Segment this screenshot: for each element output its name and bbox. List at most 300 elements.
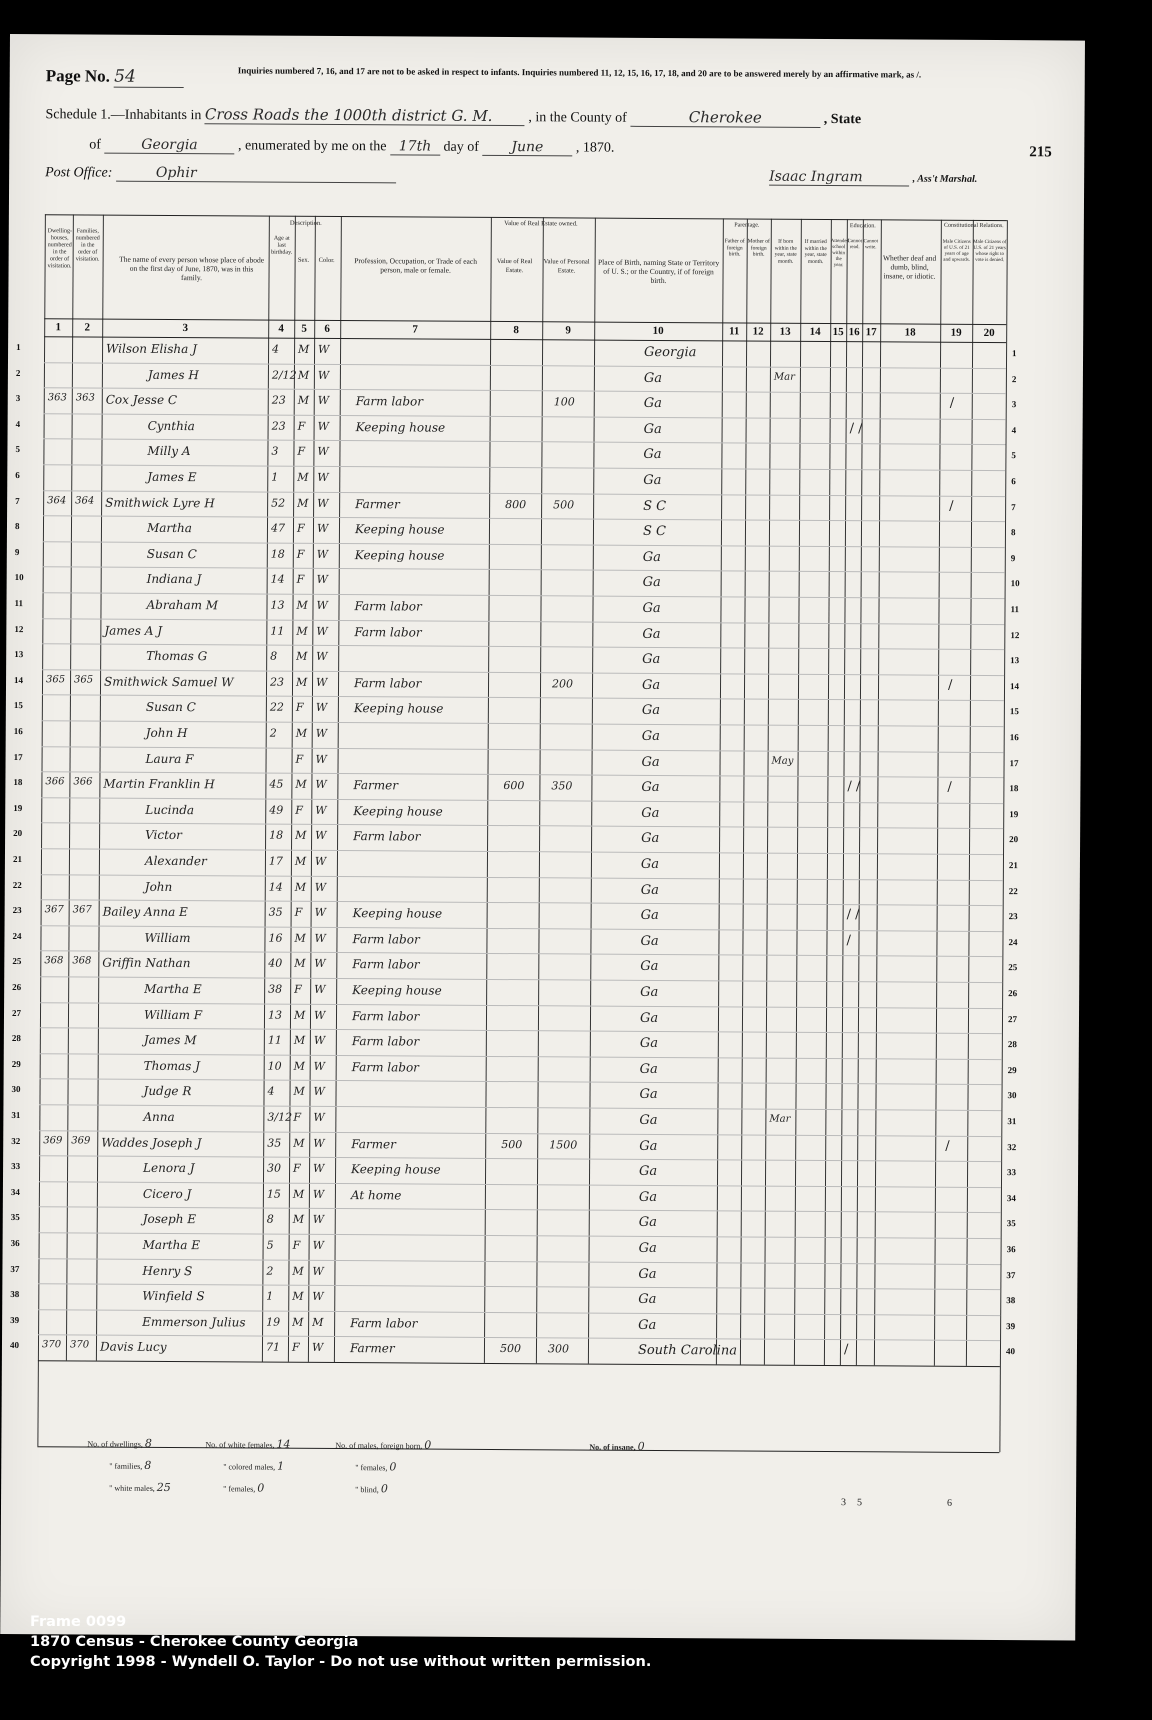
person-age: 71 — [265, 1340, 281, 1355]
caption-copyright: Copyright 1998 - Wyndell O. Taylor - Do not use without written permission. — [30, 1654, 652, 1670]
column-divider — [740, 219, 748, 1365]
person-name: Victor — [145, 828, 182, 843]
census-sheet — [0, 34, 1085, 1641]
person-name: Cox Jesse C — [105, 392, 178, 408]
person-color: W — [312, 1213, 325, 1227]
citizen-mark: / — [949, 498, 954, 514]
row-number-right: 32 — [1007, 1141, 1017, 1152]
row-number-left: 37 — [10, 1263, 20, 1274]
header-school: Attended school within the year. — [830, 239, 850, 269]
person-color: W — [312, 1187, 325, 1201]
row-number-left: 7 — [15, 495, 20, 506]
column-number: 10 — [652, 324, 664, 337]
row-number-left: 32 — [11, 1135, 21, 1146]
real-estate-value: 800 — [505, 497, 527, 511]
row-number-right: 21 — [1008, 860, 1018, 871]
page-number-line — [46, 66, 185, 88]
person-sex: F — [296, 573, 305, 587]
person-sex: F — [297, 445, 306, 459]
person-sex: M — [295, 726, 308, 740]
column-number: 2 — [84, 321, 90, 334]
person-sex: M — [292, 1315, 304, 1329]
row-number-left: 39 — [10, 1314, 20, 1325]
person-age: 13 — [267, 1008, 283, 1022]
column-divider — [484, 217, 492, 1363]
row-number-right: 29 — [1007, 1064, 1017, 1075]
summary-col17-total: 5 — [857, 1497, 863, 1509]
column-number: 3 — [182, 322, 188, 335]
birthplace: Ga — [640, 908, 659, 924]
person-age: 38 — [268, 982, 283, 996]
summary-colored-males-value: 1 — [277, 1459, 285, 1473]
column-divider — [334, 216, 342, 1362]
person-color: W — [314, 982, 326, 996]
real-estate-value: 500 — [501, 1137, 523, 1151]
row-number-right: 34 — [1006, 1192, 1016, 1203]
county-label: , in the County of — [528, 110, 627, 126]
education-marks: / / — [847, 779, 861, 795]
person-age: 11 — [267, 1033, 282, 1047]
person-color: W — [317, 419, 329, 433]
person-name: Martha E — [142, 1237, 201, 1253]
person-color: W — [315, 726, 328, 740]
person-name: Lucinda — [145, 802, 195, 817]
row-number-right: 6 — [1011, 476, 1016, 487]
county-name: Cherokee — [630, 108, 820, 128]
column-number: 7 — [412, 323, 418, 336]
header-cannot-read: Cannot read. — [847, 239, 862, 251]
person-age: 30 — [267, 1161, 282, 1175]
person-name: James H — [147, 367, 199, 382]
birthplace: Ga — [641, 780, 660, 796]
person-color: W — [313, 1034, 326, 1048]
row-number-right: 19 — [1009, 808, 1019, 819]
person-age: 4 — [272, 342, 280, 356]
person-age: 23 — [271, 393, 286, 407]
row-number-right: 28 — [1007, 1039, 1017, 1050]
column-divider — [794, 219, 802, 1365]
row-number-right: 16 — [1009, 732, 1019, 743]
person-age: 52 — [271, 496, 286, 510]
row-number-left: 6 — [15, 470, 20, 481]
summary-blind-label: " blind, — [355, 1485, 379, 1495]
person-name: Cicero J — [142, 1186, 192, 1201]
family-number: 367 — [72, 904, 92, 916]
column-divider — [37, 214, 46, 1446]
birthplace: Ga — [640, 933, 659, 949]
person-sex: M — [297, 368, 310, 382]
person-sex: M — [293, 1059, 306, 1073]
person-name: Wilson Elisha J — [106, 341, 197, 357]
birthplace: Ga — [643, 447, 662, 463]
person-age: 19 — [266, 1315, 281, 1329]
person-name: John H — [145, 725, 188, 741]
person-color: W — [314, 906, 326, 920]
row-number-right: 24 — [1008, 936, 1018, 947]
person-color: W — [316, 624, 328, 638]
person-age: 16 — [268, 931, 283, 945]
row-number-left: 4 — [15, 418, 21, 429]
row-number-left: 22 — [12, 879, 22, 890]
citizen-mark: / — [949, 395, 955, 411]
person-color: W — [317, 445, 329, 459]
column-number: 20 — [983, 326, 995, 340]
born-month: Mar — [769, 1113, 791, 1125]
birthplace: Ga — [640, 959, 659, 975]
person-color: W — [316, 573, 329, 587]
header-personal-estate: Value of Personal Estate. — [543, 258, 590, 275]
column-divider — [588, 218, 596, 1364]
summary-white-males — [109, 1481, 171, 1494]
row-number-right: 39 — [1006, 1320, 1016, 1331]
column-number: 16 — [848, 326, 860, 339]
person-color: W — [315, 803, 327, 817]
summary-insane — [589, 1440, 644, 1453]
birthplace: Ga — [639, 1164, 658, 1180]
person-occupation: Farmer — [353, 778, 399, 793]
of-label: of — [89, 137, 102, 153]
dwelling-number: 370 — [41, 1339, 62, 1351]
column-number: 8 — [513, 324, 519, 337]
person-sex: M — [296, 598, 308, 612]
person-occupation: Farm labor — [351, 1034, 420, 1049]
summary-white-females-label: No. of white females, — [205, 1440, 275, 1450]
person-name: Abraham M — [146, 597, 219, 613]
person-sex: M — [292, 1187, 305, 1201]
column-number: 11 — [728, 325, 740, 338]
person-occupation: Farm labor — [352, 931, 420, 947]
person-occupation: Keeping house — [352, 983, 442, 998]
person-occupation: Keeping house — [355, 419, 446, 435]
summary-col19-total: 6 — [947, 1497, 953, 1509]
citizen-mark: / — [947, 677, 953, 693]
header-father-foreign: Father of foreign birth. — [724, 238, 745, 258]
summary-insane-label: No. of insane, — [589, 1442, 636, 1452]
birthplace: S C — [643, 498, 667, 514]
summary-white-females — [205, 1437, 290, 1451]
summary-dwellings — [87, 1436, 152, 1449]
person-sex: M — [295, 777, 307, 792]
birthplace: Ga — [641, 703, 661, 719]
person-occupation: Farm labor — [351, 1008, 420, 1024]
summary-foreign-born-label: No. of males, foreign born, — [335, 1441, 423, 1451]
summary-females-foreign-value: 0 — [389, 1460, 397, 1474]
person-name: Cynthia — [147, 418, 195, 433]
row-number-right: 20 — [1009, 834, 1019, 845]
education-marks: / / — [846, 907, 860, 923]
family-number: 366 — [73, 776, 93, 788]
birthplace: Ga — [643, 472, 662, 488]
person-age: 1 — [266, 1289, 274, 1303]
person-color: W — [315, 778, 327, 792]
person-name: Lenora J — [143, 1161, 195, 1176]
birthplace: Ga — [642, 652, 661, 668]
row-number-left: 35 — [10, 1212, 20, 1223]
person-age: 14 — [268, 880, 283, 894]
person-name: Joseph E — [142, 1212, 197, 1227]
column-divider — [966, 220, 974, 1366]
birthplace: Ga — [639, 1087, 658, 1103]
person-age: 13 — [270, 598, 285, 612]
birthplace: Ga — [638, 1317, 657, 1333]
birthplace: South Carolina — [637, 1343, 738, 1359]
row-number-left: 40 — [9, 1340, 20, 1351]
person-color: W — [316, 547, 329, 561]
person-color: W — [312, 1264, 324, 1278]
dwelling-number: 364 — [47, 494, 67, 506]
person-color: W — [313, 1085, 325, 1099]
person-name: Martin Franklin H — [103, 776, 215, 792]
person-sex: M — [293, 1008, 306, 1022]
person-name: Bailey Anna E — [102, 904, 188, 920]
person-age: 45 — [269, 777, 284, 791]
row-number-right: 18 — [1009, 783, 1019, 794]
person-sex: M — [297, 470, 309, 484]
header-mother-foreign: Mother of foreign birth. — [747, 238, 770, 258]
birthplace: Ga — [639, 1112, 658, 1128]
header-parentage: Parentage. — [734, 222, 760, 229]
person-occupation: Keeping house — [352, 906, 443, 921]
person-name: Judge R — [143, 1084, 192, 1099]
education-marks: / / — [849, 420, 863, 437]
birthplace: Ga — [641, 754, 660, 770]
summary-insane-value: 0 — [637, 1439, 645, 1453]
person-occupation: Keeping house — [351, 1162, 441, 1177]
person-name: Alexander — [144, 853, 207, 869]
column-divider — [536, 217, 544, 1363]
person-color: W — [315, 829, 327, 843]
person-sex: M — [294, 854, 307, 868]
person-name: Griffin Nathan — [102, 955, 191, 971]
marshal-label: , Ass't Marshal. — [912, 173, 978, 185]
person-occupation: Farmer — [351, 1136, 396, 1151]
summary-dwellings-label: No. of dwellings, — [87, 1439, 143, 1449]
summary-blind — [355, 1482, 388, 1495]
place-name: Cross Roads the 1000th district G. M. — [205, 105, 525, 126]
person-age: 22 — [269, 700, 284, 715]
person-age: 11 — [270, 624, 285, 638]
dwelling-number: 369 — [43, 1134, 63, 1146]
dwelling-number: 363 — [47, 392, 67, 404]
row-number-right: 35 — [1006, 1218, 1016, 1229]
person-sex: F — [291, 1341, 300, 1355]
person-color: W — [314, 931, 326, 945]
row-number-right: 36 — [1006, 1244, 1016, 1255]
row-number-right: 40 — [1005, 1346, 1016, 1357]
person-name: William F — [143, 1007, 203, 1022]
enumeration-year: , 1870. — [575, 140, 615, 156]
dwelling-number: 365 — [46, 674, 66, 686]
person-age: 2 — [269, 726, 277, 740]
personal-estate-value: 350 — [551, 779, 573, 793]
person-occupation: Farm labor — [351, 1059, 419, 1075]
row-number-left: 14 — [14, 674, 24, 685]
post-office-label: Post Office: — [45, 165, 113, 181]
family-number: 370 — [69, 1339, 90, 1351]
personal-estate-value: 1500 — [549, 1137, 578, 1152]
row-number-left: 25 — [12, 956, 22, 967]
birthplace: Ga — [639, 1138, 658, 1154]
person-color: W — [313, 1008, 326, 1022]
person-occupation: Farm labor — [352, 957, 420, 972]
column-number: 9 — [565, 324, 571, 337]
stamp-number: 215 — [1029, 144, 1052, 161]
person-sex: M — [292, 1264, 304, 1278]
header-disability: Whether deaf and dumb, blind, insane, or idiotic. — [882, 253, 937, 281]
row-number-left: 38 — [10, 1289, 20, 1300]
born-month: Mar — [773, 371, 795, 383]
person-sex: F — [293, 1110, 302, 1124]
person-age: 5 — [266, 1238, 274, 1252]
birthplace: S C — [642, 524, 667, 540]
birthplace: Ga — [641, 728, 660, 744]
row-divider — [37, 1446, 999, 1453]
person-name: Thomas J — [143, 1058, 201, 1073]
person-color: W — [311, 1341, 324, 1355]
family-number: 363 — [75, 392, 95, 404]
marshal-line — [769, 169, 977, 187]
person-color: W — [316, 650, 328, 664]
person-color: W — [315, 701, 328, 715]
row-number-right: 3 — [1011, 399, 1017, 410]
person-sex: M — [293, 1136, 305, 1150]
education-marks: / — [846, 932, 851, 948]
enumeration-day: 17th — [390, 138, 440, 155]
summary-white-females-value: 14 — [276, 1437, 291, 1451]
header-education: Education. — [849, 223, 876, 230]
row-number-right: 8 — [1010, 527, 1016, 538]
page-label: Page No. — [45, 66, 111, 86]
birthplace: Ga — [643, 396, 662, 412]
person-color: W — [317, 470, 329, 484]
column-number: 13 — [779, 325, 791, 338]
person-color: W — [317, 368, 330, 382]
marshal-name: Isaac Ingram — [769, 169, 909, 187]
summary-families — [109, 1459, 151, 1472]
birthplace: Ga — [641, 677, 661, 693]
birthplace: Ga — [638, 1189, 658, 1205]
birthplace: Ga — [643, 370, 663, 386]
birthplace: Ga — [638, 1215, 657, 1231]
person-sex: M — [296, 675, 308, 689]
row-number-right: 14 — [1010, 680, 1020, 691]
header-sex: Sex. — [297, 256, 310, 264]
person-age: 23 — [270, 675, 285, 689]
enumeration-month: June — [482, 139, 572, 157]
birthplace: Ga — [641, 805, 660, 821]
column-number: 6 — [324, 322, 330, 335]
row-number-left: 23 — [12, 905, 22, 916]
row-number-right: 10 — [1010, 578, 1020, 589]
person-name: William — [144, 930, 191, 945]
row-number-left: 1 — [16, 342, 21, 353]
row-number-left: 24 — [12, 930, 22, 941]
citizen-mark: / — [947, 779, 952, 795]
person-name: Laura F — [145, 751, 194, 766]
person-age: 23 — [271, 419, 286, 433]
header-dwelling: Dwelling-houses, numbered in the order of visitation. — [47, 228, 72, 270]
person-name: Thomas G — [146, 649, 208, 664]
person-age: 8 — [266, 1212, 274, 1227]
birthplace: Ga — [639, 1036, 659, 1052]
row-number-left: 28 — [11, 1033, 21, 1044]
person-sex: F — [295, 803, 303, 817]
person-sex: M — [294, 880, 307, 894]
row-number-right: 2 — [1011, 373, 1017, 384]
column-divider — [999, 220, 1008, 1452]
column-divider — [716, 218, 724, 1364]
person-color: W — [314, 880, 327, 894]
row-number-right: 26 — [1008, 988, 1018, 999]
summary-white-males-value: 25 — [156, 1480, 171, 1495]
person-occupation: Farm labor — [350, 1315, 418, 1331]
header-citizen: Male Citizens of U.S. of 21 years of age and upwards. — [942, 239, 971, 263]
person-age: 14 — [270, 572, 285, 587]
person-sex: F — [297, 419, 306, 433]
birthplace: Ga — [638, 1266, 657, 1282]
person-sex: M — [294, 957, 306, 971]
row-number-right: 37 — [1006, 1269, 1016, 1280]
person-color: W — [313, 1136, 325, 1150]
row-number-right: 38 — [1006, 1295, 1016, 1306]
person-age: 47 — [270, 521, 286, 535]
header-value-group: Value of Real Estate owned. — [504, 220, 578, 228]
row-number-right: 33 — [1007, 1167, 1017, 1178]
row-number-left: 30 — [11, 1084, 21, 1095]
birthplace: Ga — [640, 882, 659, 898]
personal-estate-value: 300 — [547, 1342, 570, 1356]
family-number: 365 — [74, 674, 94, 686]
row-number-left: 33 — [11, 1161, 21, 1172]
person-sex: M — [292, 1213, 305, 1227]
person-sex: M — [294, 931, 306, 945]
column-number: 4 — [278, 322, 284, 335]
person-name: Susan C — [145, 700, 196, 715]
birthplace: Ga — [639, 1010, 659, 1026]
schedule-line — [45, 104, 861, 128]
citizen-mark: / — [945, 1138, 950, 1154]
person-sex: F — [295, 752, 304, 766]
person-occupation: Keeping house — [353, 701, 444, 717]
header-married-month: If married within the year, state month. — [804, 238, 827, 265]
person-name: James A J — [104, 623, 163, 638]
birthplace: Ga — [642, 600, 661, 616]
person-age: 2 — [266, 1264, 274, 1278]
row-number-left: 16 — [13, 726, 23, 737]
row-number-left: 29 — [11, 1058, 21, 1069]
birthplace: Ga — [640, 984, 659, 1000]
person-sex: F — [292, 1238, 301, 1252]
column-divider — [824, 219, 832, 1365]
frame-caption — [30, 1612, 651, 1672]
state-label: , State — [823, 111, 862, 128]
row-number-left: 21 — [12, 854, 22, 865]
personal-estate-value: 500 — [553, 497, 575, 512]
header-constitutional: Constitutional Relations. — [943, 222, 1004, 230]
row-number-right: 5 — [1011, 450, 1016, 461]
schedule-label: Schedule 1.—Inhabitants in — [45, 107, 202, 124]
person-name: James M — [143, 1033, 197, 1048]
person-age: 1 — [271, 470, 279, 484]
family-number: 369 — [71, 1134, 91, 1147]
row-number-left: 8 — [14, 521, 20, 532]
post-office-name: Ophir — [116, 165, 396, 184]
person-age: 4 — [267, 1084, 275, 1099]
birthplace: Georgia — [644, 344, 697, 361]
person-name: Winfield S — [142, 1289, 205, 1304]
summary-females-foreign — [355, 1460, 396, 1473]
summary-col16-total: 3 — [841, 1497, 847, 1509]
